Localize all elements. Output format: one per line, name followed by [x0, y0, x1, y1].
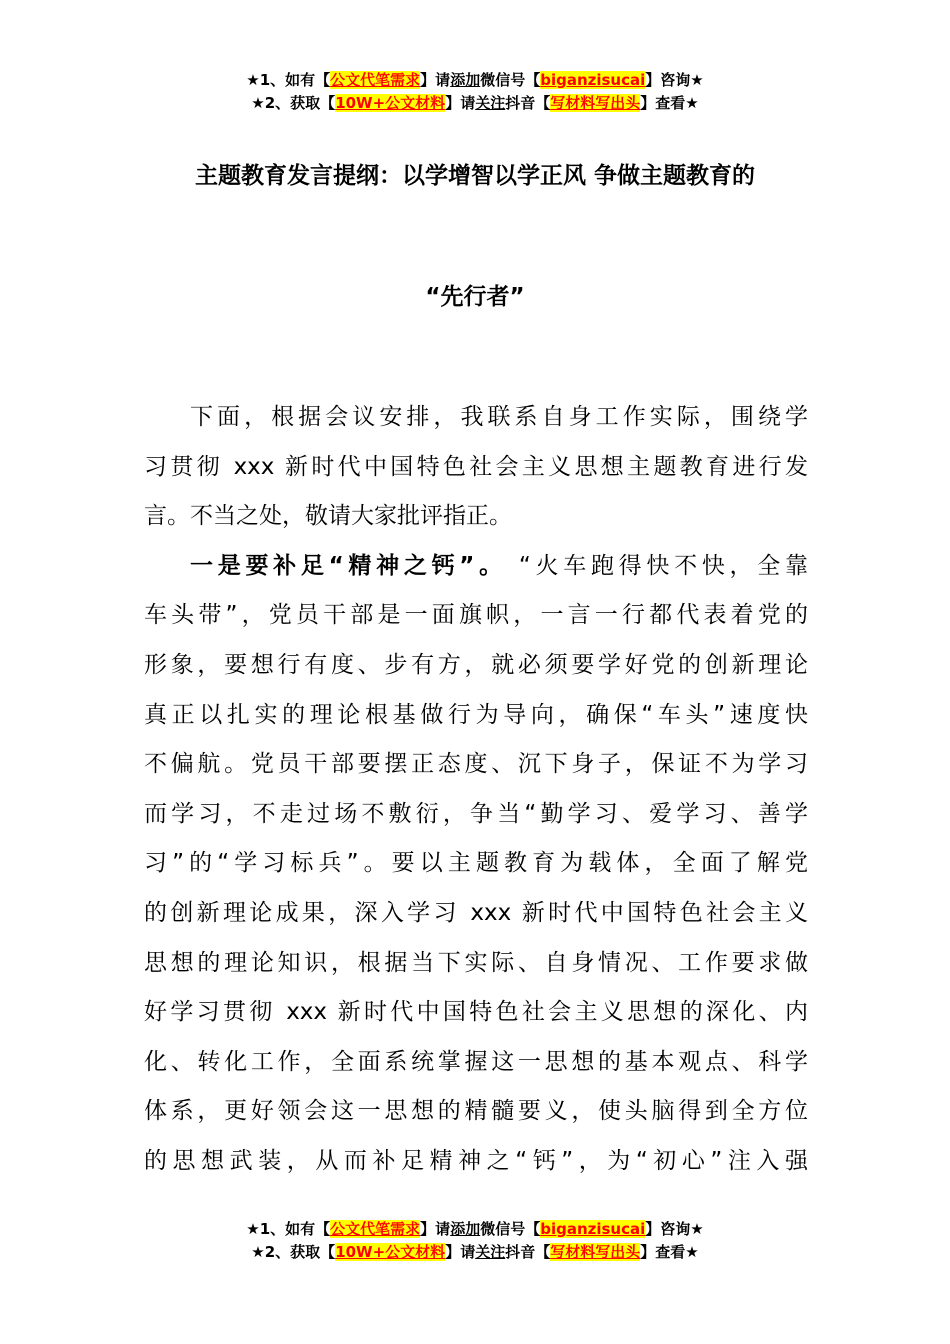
banner-text: ★2、获取【	[251, 1243, 336, 1261]
text-line: 不偏航。党员干部要摆正态度、沉下身子，保证不为学习	[144, 751, 808, 778]
text-line: 习”的“学习标兵”。要以主题教育为载体，全面了解党	[144, 850, 808, 877]
banner-text: 】咨询★	[645, 1220, 704, 1238]
banner-text: ★1、如有【	[246, 71, 331, 89]
text-line: 车头带”，党员干部是一面旗帜，一言一行都代表着党的	[144, 602, 808, 629]
highlight-ghostwriting: 公文代笔需求	[330, 1220, 421, 1238]
highlight-wechat-id: biganzisucai	[540, 1220, 646, 1238]
underline-add: 添加	[450, 1220, 481, 1238]
banner-text: 】请	[445, 94, 476, 112]
text-line: 下面，根据会议安排，我联系自身工作实际，围绕学	[190, 404, 808, 430]
banner-text: 微信号【	[480, 1220, 541, 1238]
header-banner	[0, 69, 950, 115]
highlight-douyin: 写材料写出头	[550, 94, 641, 112]
banner-text: 】请	[420, 71, 451, 89]
banner-line-1	[0, 69, 950, 92]
text-line: 形象，要想行有度、步有方，就必须要学好党的创新理论	[144, 651, 808, 678]
banner-line-1	[0, 1218, 950, 1241]
text-line: 思想的理论知识，根据当下实际、自身情况、工作要求做	[144, 949, 808, 976]
text-segment: “火车跑得快不快，全靠	[518, 552, 808, 579]
highlight-ghostwriting: 公文代笔需求	[330, 71, 421, 89]
document-title-line-1: 主题教育发言提纲：以学增智以学正风 争做主题教育的	[194, 163, 755, 189]
text-line: 而学习，不走过场不敷衍，争当“勤学习、爱学习、善学	[144, 800, 808, 827]
document-body	[144, 393, 808, 1187]
text-line	[144, 542, 808, 592]
paragraph-point-one-cont	[144, 591, 808, 1186]
underline-follow: 关注	[475, 1243, 506, 1261]
paragraph-point-one	[144, 542, 808, 592]
highlight-materials: 10W+公文材料	[335, 1243, 446, 1261]
text-line: 化、转化工作，全面系统掌握这一思想的基本观点、科学	[144, 1048, 808, 1075]
document-title-line-2: “先行者”	[425, 284, 525, 310]
highlight-wechat-id: biganzisucai	[540, 71, 646, 89]
footer-banner	[0, 1218, 950, 1264]
highlight-materials: 10W+公文材料	[335, 94, 446, 112]
paragraph-intro	[144, 393, 808, 443]
text-line: 真正以扎实的理论根基做行为导向，确保“车头”速度快	[144, 701, 808, 728]
paragraph-intro-cont	[144, 443, 808, 542]
banner-text: 】请	[420, 1220, 451, 1238]
text-line: 习贯彻 xxx 新时代中国特色社会主义思想主题教育进行发	[144, 453, 808, 480]
banner-text: 】咨询★	[645, 71, 704, 89]
banner-line-2	[0, 1241, 950, 1264]
text-line: 体系，更好领会这一思想的精髓要义，使头脑得到全方位	[144, 1098, 808, 1125]
banner-line-2	[0, 92, 950, 115]
point-heading: 一是要补足“精神之钙”。	[190, 552, 507, 579]
banner-text: 微信号【	[480, 71, 541, 89]
highlight-douyin: 写材料写出头	[550, 1243, 641, 1261]
banner-text: ★2、获取【	[251, 94, 336, 112]
banner-text: 抖音【	[505, 94, 551, 112]
banner-text: 】查看★	[640, 94, 699, 112]
underline-add: 添加	[450, 71, 481, 89]
banner-text: 】请	[445, 1243, 476, 1261]
banner-text: 】查看★	[640, 1243, 699, 1261]
text-line: 的思想武装，从而补足精神之“钙”，为“初心”注入强	[144, 1147, 808, 1174]
banner-text: ★1、如有【	[246, 1220, 331, 1238]
text-line: 好学习贯彻 xxx 新时代中国特色社会主义思想的深化、内	[144, 999, 808, 1026]
text-line: 言。不当之处，敬请大家批评指正。	[144, 503, 512, 530]
underline-follow: 关注	[475, 94, 506, 112]
banner-text: 抖音【	[505, 1243, 551, 1261]
text-line: 的创新理论成果，深入学习 xxx 新时代中国特色社会主义	[144, 899, 808, 926]
